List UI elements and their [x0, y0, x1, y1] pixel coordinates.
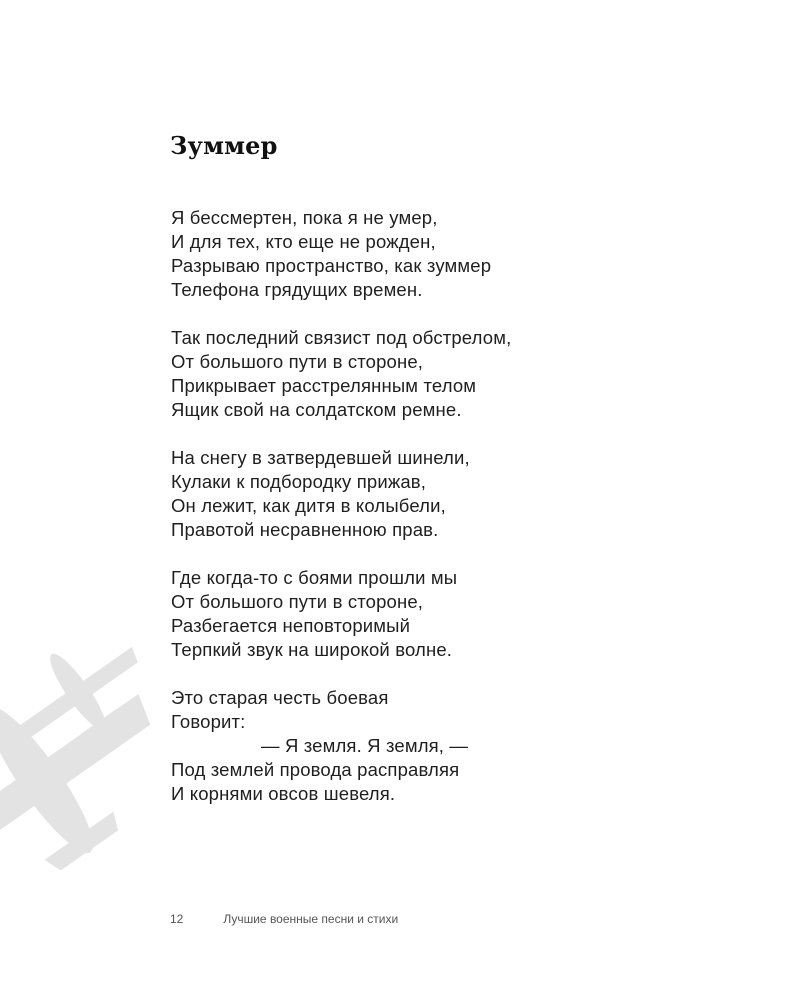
poem-line: Терпкий звук на широкой волне.: [171, 639, 453, 660]
poem-line: На снегу в затвердевшей шинели,: [171, 447, 470, 468]
poem-line: Разбегается неповторимый: [171, 615, 411, 636]
stanza: [171, 206, 731, 302]
poem-line: Так последний связист под обстрелом,: [171, 327, 512, 348]
stanza: [171, 326, 731, 422]
poem-line: Кулаки к подбородку прижав,: [171, 471, 427, 492]
stanza: [171, 686, 731, 806]
stanza: [171, 566, 731, 662]
stanza: [171, 446, 731, 542]
airplanes-silhouette-icon: [0, 640, 170, 870]
poem-line: Прикрывает расстрелянным телом: [171, 375, 477, 396]
poem-line: От большого пути в стороне,: [171, 591, 424, 612]
poem-line: И для тех, кто еще не рожден,: [171, 231, 436, 252]
poem-line: Это старая честь боевая: [171, 687, 389, 708]
poem-line: Я бессмертен, пока я не умер,: [171, 207, 438, 228]
page-footer: [170, 912, 398, 926]
running-title: Лучшие военные песни и стихи: [223, 912, 399, 926]
poem-line: Ящик свой на солдатском ремне.: [171, 399, 462, 420]
poem-line: От большого пути в стороне,: [171, 351, 424, 372]
poem-line: Под землей провода расправляя: [171, 759, 460, 780]
poem-line: Телефона грядущих времен.: [171, 279, 423, 300]
poem-line: Разрываю пространство, как зуммер: [171, 255, 492, 276]
poem-line: Где когда-то с боями прошли мы: [171, 567, 458, 588]
poem-body: [171, 206, 731, 830]
poem-line: И корнями овсов шевеля.: [171, 783, 396, 804]
poem-line: Правотой несравненною прав.: [171, 519, 439, 540]
poem-line: Он лежит, как дитя в колыбели,: [171, 495, 446, 516]
page-number: 12: [170, 912, 184, 926]
poem-title: Зуммер: [170, 131, 278, 160]
poem-line: Говорит:: [171, 711, 246, 732]
poem-line-indented: — Я земля. Я земля, —: [261, 735, 469, 756]
